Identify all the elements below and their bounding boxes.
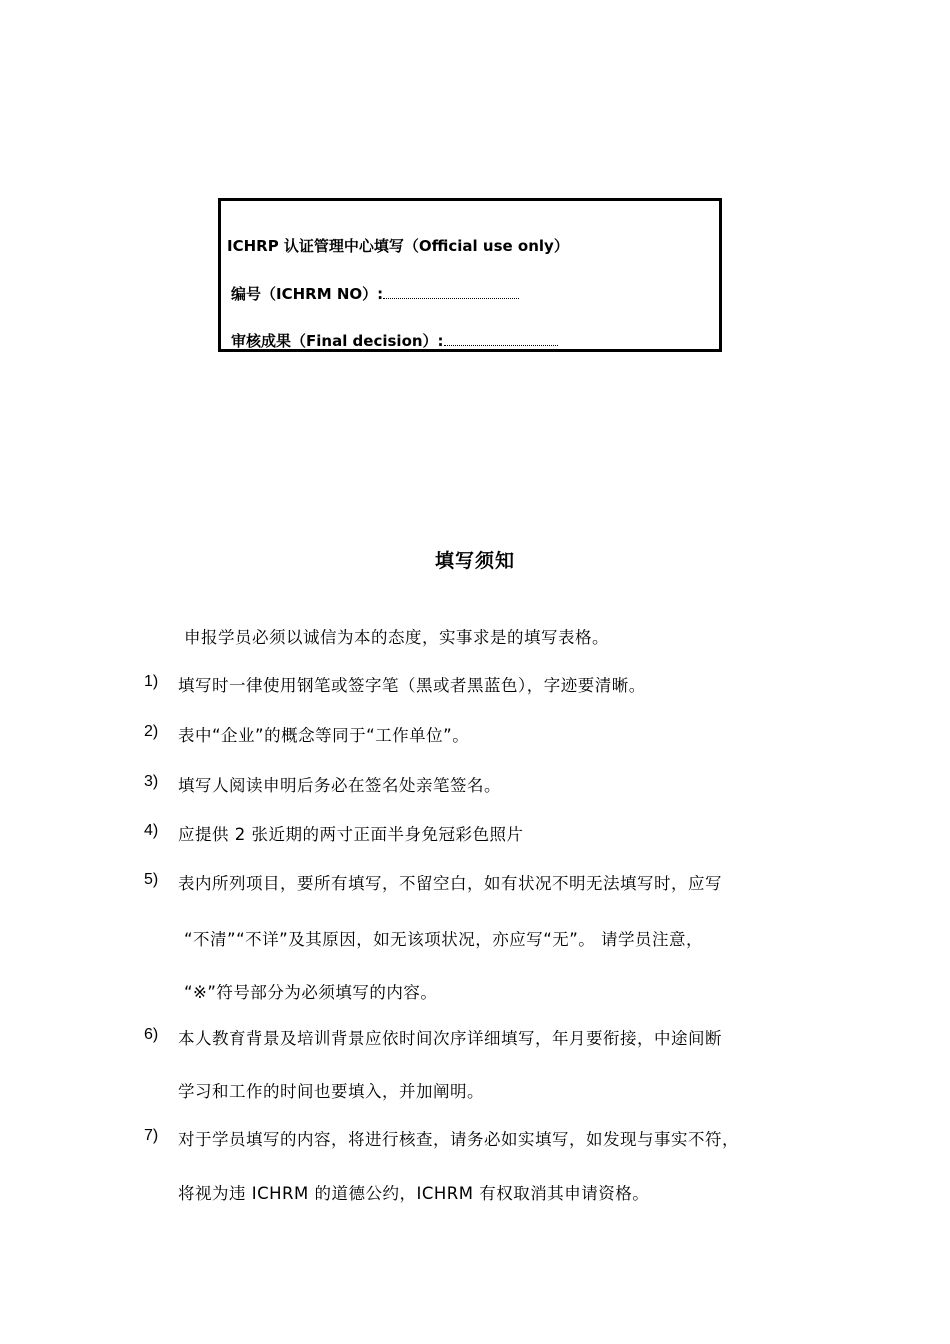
final-decision-field[interactable] (444, 331, 558, 346)
item-number: 1) (144, 673, 159, 690)
item-text: 本人教育背景及培训背景应依时间次序详细填写，年月要衔接，中途间断 (178, 1029, 722, 1048)
item-text: 表中“企业”的概念等同于“工作单位”。 (178, 726, 470, 745)
item-text: 填写时一律使用钢笔或签字笔（黑或者黑蓝色），字迹要清晰。 (178, 676, 646, 695)
official-use-title: ICHRP 认证管理中心填写（Official use only） (227, 237, 569, 255)
ichrm-number-label: 编号（ICHRM NO）: (231, 285, 384, 303)
item-text-continued: “※”符号部分为必须填写的内容。 (184, 983, 438, 1002)
item-number: 4) (144, 822, 159, 839)
item-text: 填写人阅读申明后务必在签名处亲笔签名。 (178, 776, 501, 795)
ichrm-number-field[interactable] (383, 284, 519, 299)
item-number: 7) (144, 1127, 159, 1144)
notice-intro: 申报学员必须以诚信为本的态度，实事求是的填写表格。 (184, 628, 609, 647)
official-use-box (218, 198, 722, 352)
item-number: 3) (144, 773, 159, 790)
item-number: 5) (144, 871, 159, 888)
item-text: 表内所列项目，要所有填写，不留空白，如有状况不明无法填写时，应写 (178, 874, 722, 893)
final-decision-label: 审核成果（Final decision）: (231, 332, 444, 350)
item-text: 应提供 2 张近期的两寸正面半身免冠彩色照片 (178, 825, 524, 844)
item-text-continued: “不清”“不详”及其原因，如无该项状况，亦应写“无”。 请学员注意， (184, 930, 704, 949)
item-text-continued: 学习和工作的时间也要填入，并加阐明。 (178, 1082, 484, 1101)
item-text: 对于学员填写的内容，将进行核查，请务必如实填写，如发现与事实不符， (178, 1130, 739, 1149)
ichrm-number-row (231, 283, 519, 304)
item-text-continued: 将视为违 ICHRM 的道德公约，ICHRM 有权取消其申请资格。 (178, 1184, 650, 1203)
notice-title: 填写须知 (434, 550, 515, 572)
final-decision-row (231, 330, 558, 351)
item-number: 6) (144, 1026, 159, 1043)
item-number: 2) (144, 723, 159, 740)
